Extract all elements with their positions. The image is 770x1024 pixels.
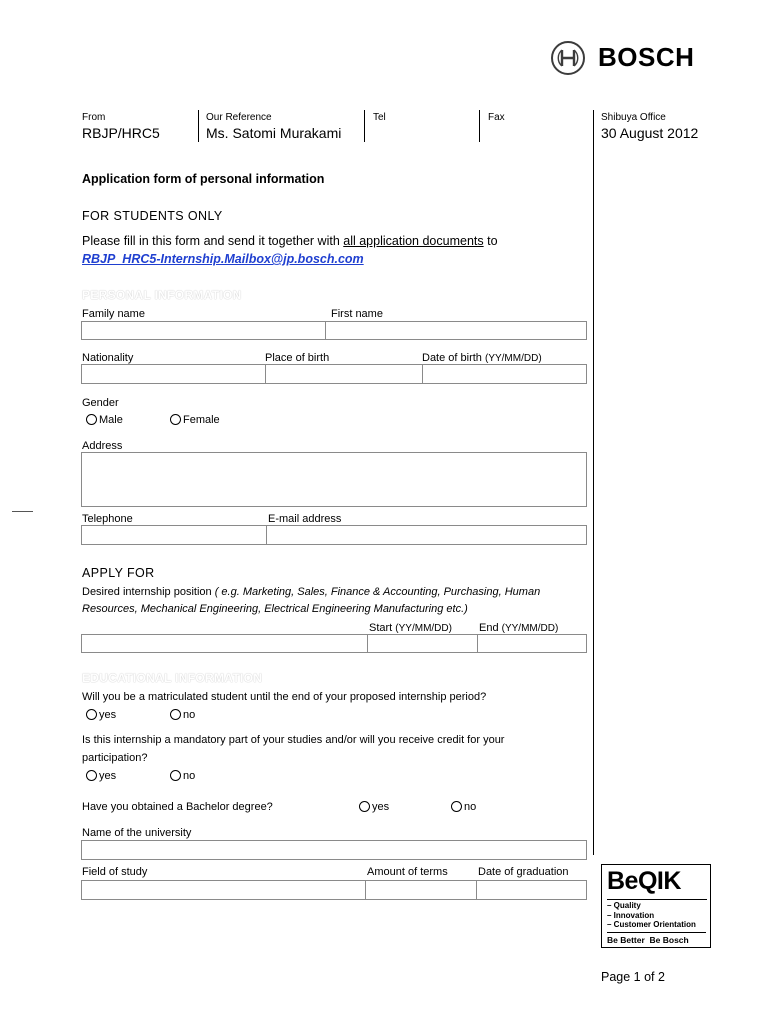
gender-female-radio[interactable] (170, 414, 220, 426)
yes-label: yes (372, 801, 390, 813)
end-label (479, 622, 558, 634)
beqik-footer: Be Better Be Bosch (607, 932, 706, 945)
header-divider (364, 110, 365, 142)
nationality-label: Nationality (82, 352, 134, 364)
date-of-birth-text: Date of birth (422, 352, 482, 364)
application-documents-link: all application documents (343, 234, 484, 248)
desired-position-line-2: Resources, Mechanical Engineering, Electrical Engineering Manufacturing etc.) (82, 603, 468, 615)
education-section-title: EDUCATIONAL INFORMATION (82, 671, 263, 685)
birth-fields-row (81, 364, 587, 384)
date-of-graduation-label: Date of graduation (478, 866, 569, 878)
form-title: Application form of personal information (82, 172, 325, 186)
beqik-values (607, 899, 707, 930)
email-address-input[interactable] (266, 526, 586, 544)
header-divider (479, 110, 480, 142)
fax-label: Fax (488, 112, 505, 123)
instructions-prefix: Please fill in this form and send it together with (82, 234, 344, 248)
yes-label: yes (99, 709, 117, 721)
beqik-item: – Customer Orientation (607, 920, 696, 929)
place-of-birth-label: Place of birth (265, 352, 330, 364)
page-number: Page 1 of 2 (601, 970, 665, 984)
first-name-input[interactable] (325, 322, 586, 339)
from-value: RBJP/HRC5 (82, 125, 160, 141)
start-text: Start (369, 622, 393, 634)
date-value: 30 August 2012 (601, 125, 699, 141)
beqik-item: – Quality (607, 901, 641, 910)
mandatory-yes-radio[interactable] (86, 770, 116, 782)
gender-male-radio[interactable] (86, 414, 123, 426)
family-name-label: Family name (82, 308, 145, 320)
desired-position-line-1 (82, 586, 540, 598)
radio-circle-icon (170, 709, 181, 720)
yes-label: yes (99, 770, 117, 782)
email-link[interactable]: RBJP_HRC5-Internship.Mailbox@jp.bosch.com (82, 252, 364, 266)
date-of-birth-format: (YY/MM/DD) (484, 353, 542, 364)
end-format: (YY/MM/DD) (501, 623, 559, 634)
field-of-study-label: Field of study (82, 866, 148, 878)
gender-label: Gender (82, 397, 119, 409)
start-label (369, 622, 452, 634)
field-of-study-input[interactable] (82, 881, 365, 899)
telephone-label: Telephone (82, 513, 133, 525)
nationality-input[interactable] (82, 365, 265, 383)
desired-position-label: Desired internship position (82, 586, 212, 598)
amount-of-terms-input[interactable] (365, 881, 477, 899)
reference-label: Our Reference (206, 112, 272, 123)
header-divider (198, 110, 199, 142)
question-bachelor: Have you obtained a Bachelor degree? (82, 801, 273, 813)
radio-circle-icon (170, 770, 181, 781)
name-fields-row (81, 321, 587, 340)
radio-circle-icon (170, 414, 181, 425)
family-name-input[interactable] (82, 322, 325, 339)
personal-section-title: PERSONAL INFORMATION (82, 288, 242, 302)
end-text: End (479, 622, 499, 634)
fold-mark (12, 511, 33, 512)
desired-position-input[interactable] (82, 635, 367, 652)
contact-fields-row (81, 525, 587, 545)
students-only-heading: FOR STUDENTS ONLY (82, 209, 223, 223)
instructions-suffix: to (483, 234, 498, 248)
address-input[interactable] (81, 452, 587, 507)
question-matriculated: Will you be a matriculated student until the end of your proposed internship period? (82, 691, 487, 703)
male-label: Male (99, 414, 123, 426)
email-address-label: E-mail address (268, 513, 342, 525)
start-date-input[interactable] (367, 635, 478, 652)
telephone-input[interactable] (82, 526, 266, 544)
radio-circle-icon (359, 801, 370, 812)
start-format: (YY/MM/DD) (395, 623, 452, 634)
matriculated-no-radio[interactable] (170, 709, 195, 721)
beqik-item: – Innovation (607, 910, 655, 920)
instructions-text (82, 234, 498, 248)
address-label: Address (82, 440, 123, 452)
amount-of-terms-label: Amount of terms (367, 866, 448, 878)
question-mandatory-line-2: participation? (82, 752, 148, 764)
first-name-label: First name (331, 308, 383, 320)
matriculated-yes-radio[interactable] (86, 709, 116, 721)
radio-circle-icon (86, 414, 97, 425)
beqik-box (601, 864, 711, 948)
university-label: Name of the university (82, 827, 192, 839)
radio-circle-icon (451, 801, 462, 812)
university-input[interactable] (81, 840, 587, 860)
date-of-birth-label (422, 352, 542, 364)
desired-position-example-1: ( e.g. Marketing, Sales, Finance & Accounting, Purchasing, Human (214, 586, 541, 598)
right-margin-line (593, 110, 594, 855)
no-label: no (183, 770, 196, 782)
bachelor-yes-radio[interactable] (359, 801, 389, 813)
female-label: Female (183, 414, 220, 426)
date-of-graduation-input[interactable] (476, 881, 586, 899)
tel-label: Tel (373, 112, 386, 123)
apply-fields-row (81, 634, 587, 653)
no-label: no (464, 801, 477, 813)
mandatory-no-radio[interactable] (170, 770, 195, 782)
study-fields-row (81, 880, 587, 900)
place-of-birth-input[interactable] (265, 365, 423, 383)
radio-circle-icon (86, 709, 97, 720)
bachelor-no-radio[interactable] (451, 801, 476, 813)
beqik-title: BeQIK (607, 867, 681, 895)
question-mandatory-line-1: Is this internship a mandatory part of your studies and/or will you receive credit for your (82, 734, 505, 746)
no-label: no (183, 709, 196, 721)
brand-name: BOSCH (598, 42, 695, 72)
bosch-logo-icon (551, 41, 585, 75)
radio-circle-icon (86, 770, 97, 781)
date-of-birth-input[interactable] (422, 365, 586, 383)
end-date-input[interactable] (477, 635, 586, 652)
apply-for-heading: APPLY FOR (82, 566, 155, 580)
office-label: Shibuya Office (601, 112, 666, 123)
from-label: From (82, 112, 106, 123)
reference-value: Ms. Satomi Murakami (206, 125, 342, 141)
